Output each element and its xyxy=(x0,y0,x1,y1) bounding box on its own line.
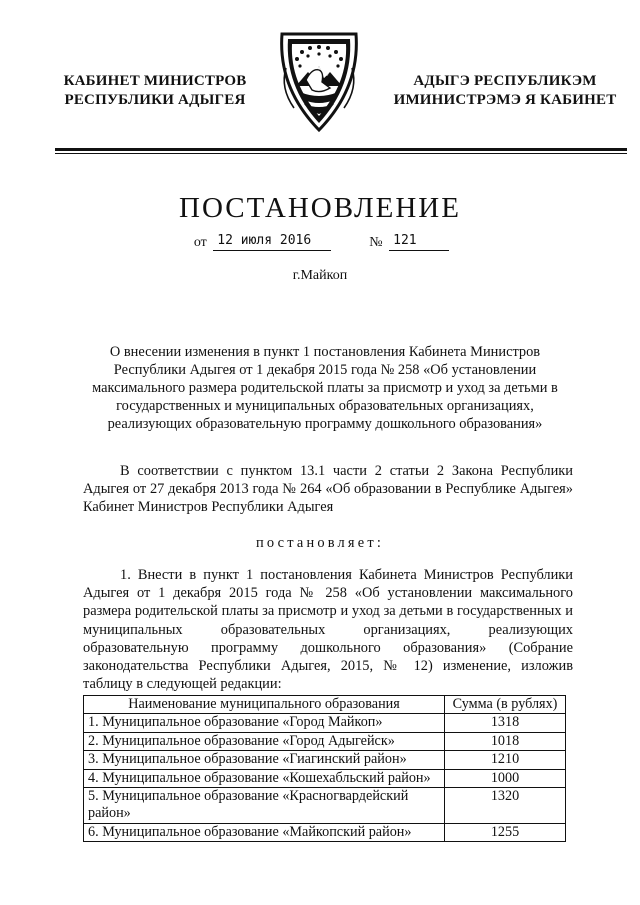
fee-amount: 1255 xyxy=(445,823,566,841)
municipality-name: 2. Муниципальное образование «Город Адыгейск» xyxy=(84,732,445,750)
header-left-line1: КАБИНЕТ МИНИСТРОВ xyxy=(63,73,247,89)
fee-amount: 1318 xyxy=(445,714,566,732)
municipality-fee-table xyxy=(83,695,566,842)
header-right xyxy=(390,72,620,110)
fee-amount: 1210 xyxy=(445,751,566,769)
table-row xyxy=(84,732,566,750)
number-field: 121 xyxy=(389,233,449,251)
municipality-name: 5. Муниципальное образование «Красногвардейский район» xyxy=(84,788,445,824)
coat-of-arms-emblem-icon xyxy=(272,28,366,136)
municipality-name: 1. Муниципальное образование «Город Майкоп» xyxy=(84,714,445,732)
header-right-line2: ИМИНИСТРЭМЭ Я КАБИНЕТ xyxy=(393,92,617,108)
header-rule-thick xyxy=(55,148,627,151)
preamble-paragraph: В соответствии с пунктом 13.1 части 2 статьи 2 Закона Республики Адыгея от 27 декабря 2013 года № 264 «Об образовании в Республике Адыгея» Кабинет Министров Республики Адыгея xyxy=(83,463,573,516)
table-header-row xyxy=(84,696,566,714)
header-left xyxy=(60,72,250,110)
table-row xyxy=(84,788,566,824)
city: г.Майкоп xyxy=(292,268,348,283)
fee-amount: 1320 xyxy=(445,788,566,824)
date-label: от xyxy=(193,235,207,250)
column-header-name: Наименование муниципального образования xyxy=(84,696,445,714)
document-title: ПОСТАНОВЛЕНИЕ xyxy=(179,192,461,224)
municipality-name: 6. Муниципальное образование «Майкопский район» xyxy=(84,823,445,841)
header-left-line2: РЕСПУБЛИКИ АДЫГЕЯ xyxy=(64,92,246,108)
table-row xyxy=(84,751,566,769)
fee-amount: 1018 xyxy=(445,732,566,750)
municipality-name: 4. Муниципальное образование «Кошехабльский район» xyxy=(84,769,445,787)
document-subject: О внесении изменения в пункт 1 постановления Кабинета Министров Республики Адыгея от 1 декабря 2015 года № 258 «Об установлении максимального размера родительской платы за присмотр и уход за детьми в государственных и муниципальных образовательных организациях, реализующих образовательную программу дошкольного образования» xyxy=(92,344,558,432)
header-right-line1: АДЫГЭ РЕСПУБЛИКЭМ xyxy=(413,73,597,89)
table-row xyxy=(84,714,566,732)
item-1-paragraph: 1. Внести в пункт 1 постановления Кабинета Министров Республики Адыгея от 1 декабря 2015 года № 258 «Об установлении максимального размера родительской платы за присмотр и уход за детьми в государственных и муниципальных образовательных организациях, реализующих образовательную программу дошкольного образования» (Собрание законодательства Республики Адыгея, 2015, № 12) изменение, изложив таблицу в следующей редакции: xyxy=(83,567,573,693)
column-header-sum: Сумма (в рублях) xyxy=(445,696,566,714)
table-row xyxy=(84,823,566,841)
date-field: 12 июля 2016 xyxy=(213,233,331,251)
table-row xyxy=(84,769,566,787)
decree-word: постановляет: xyxy=(255,535,385,551)
number-label: № xyxy=(369,235,383,250)
header-rule-thin xyxy=(55,153,627,154)
municipality-name: 3. Муниципальное образование «Гиагинский район» xyxy=(84,751,445,769)
date-number-line xyxy=(0,233,640,251)
fee-amount: 1000 xyxy=(445,769,566,787)
